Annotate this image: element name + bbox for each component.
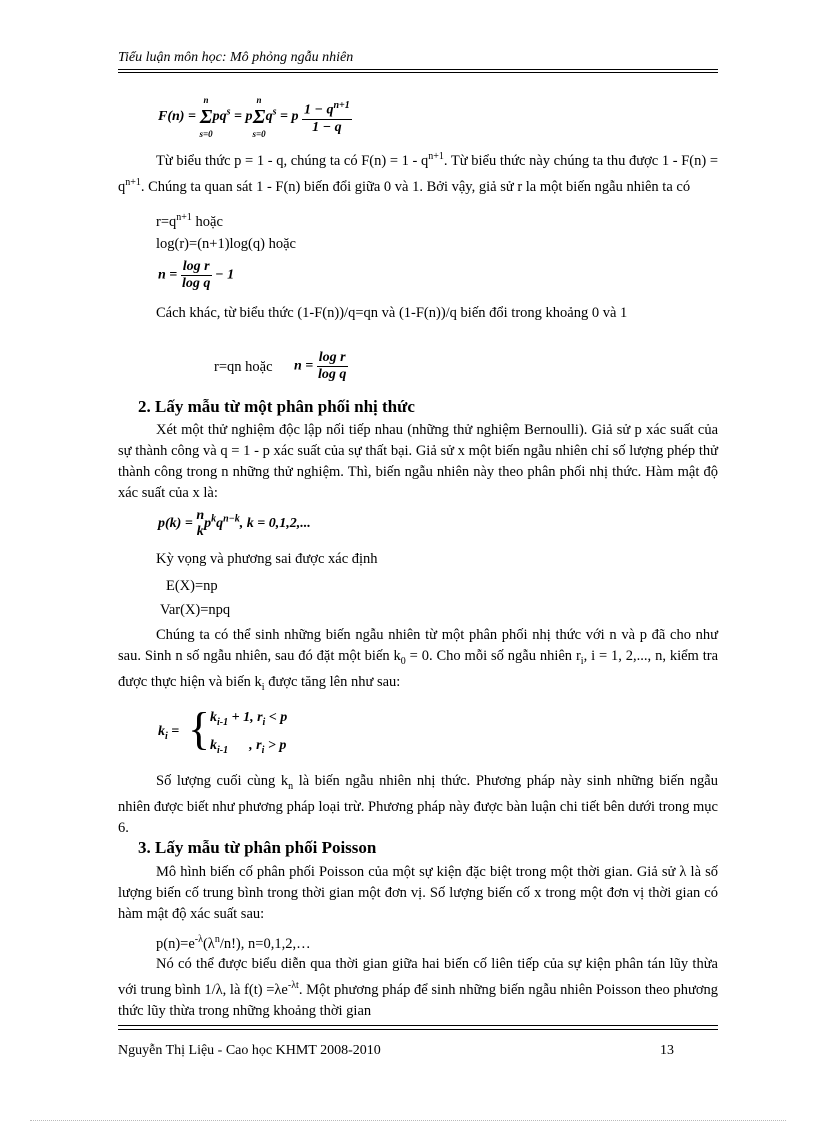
line-log: log(r)=(n+1)log(q) hoặc — [156, 236, 296, 252]
eq5-r1: k — [210, 710, 217, 725]
p5b-text: là biến ngẫu nhiên nhị thức. Phương pháp này sinh những biến ngẫu nhiên được biết như phương pháp loại trừ. Phương pháp này được bàn luận chi tiết bên dưới trong mục 6. — [118, 773, 718, 836]
eq1-t1: pq — [212, 109, 227, 125]
line-poisson-pmf — [156, 930, 311, 954]
eq1-s1: s — [226, 106, 231, 118]
section-heading-2: 2. Lấy mẫu từ một phân phối nhị thức — [138, 397, 415, 416]
eq1-sum-top: n — [203, 95, 209, 105]
eq1-t2: q — [265, 109, 273, 125]
lpn-end2: /n!), n=0,1,2,… — [219, 935, 311, 952]
eq2-num: log r — [182, 259, 210, 274]
eq1-lhs: F(n) = — [158, 109, 196, 125]
eq1-num: 1 − q — [304, 102, 334, 118]
p4-sub0: 0 — [400, 655, 406, 667]
eq4-p: p — [204, 516, 212, 532]
lr-end: hoặc — [191, 213, 223, 230]
eq5-r1-tail: + 1, r — [228, 710, 263, 725]
equation-n-ratio — [294, 350, 348, 383]
eq5-lhs-k: k — [158, 724, 165, 739]
paragraph-5 — [118, 771, 718, 839]
eq1-sum-bot: s=0 — [199, 129, 213, 139]
eq1-sum2 — [252, 92, 265, 142]
eq1-sum1 — [199, 92, 212, 142]
eq4-ksup: k — [211, 513, 217, 525]
page-edge-dots — [30, 1120, 786, 1121]
eq1-den: 1 − q — [312, 119, 342, 135]
p1b-sup: n+1 — [125, 176, 141, 188]
p5-text: Số lượng cuối cùng k — [156, 773, 289, 789]
p5-sub: n — [288, 780, 294, 792]
eq3-num: log r — [318, 350, 346, 365]
eq5-r2-tail: , r — [228, 738, 262, 753]
p1-text: Từ biểu thức p = 1 - q, chúng ta có F(n) = 1 - q — [156, 152, 429, 169]
eq1-eq: = p — [233, 109, 253, 125]
equation-n-log — [158, 259, 234, 292]
eq2-den: log q — [181, 276, 211, 291]
eq5-r2-sub: i-1 — [217, 744, 229, 756]
p4-text: Chúng ta có thể sinh những biến ngẫu nhiên từ một phân phối nhị thức với n và p đã cho như sau. Sinh n số ngẫu nhiên, sau đó đặt một biến k — [118, 627, 718, 664]
p7b-text: . Một phương pháp để sinh những biến ngẫu nhiên Poisson theo phương thức lũy thừa trong những khoảng thời gian — [118, 981, 719, 1019]
p1b-text: . Từ biểu thức này chúng ta thu được 1 - F(n) = q — [118, 152, 719, 195]
paragraph-1 — [118, 146, 718, 198]
p4-subi: i — [580, 655, 584, 667]
footer-author: Nguyễn Thị Liệu - Cao học KHMT 2008-2010 — [118, 1043, 381, 1058]
lpn-end: (λ — [202, 935, 215, 952]
eq5-brace: { — [188, 703, 211, 754]
p4b-text: = 0. Cho mỗi số ngẫu nhiên r — [405, 648, 581, 664]
eq1-num-sup: n+1 — [333, 100, 350, 112]
running-header: Tiểu luận môn học: Mô phỏng ngẫu nhiên — [118, 50, 354, 65]
paragraph-3: Xét một thử nghiệm độc lập nối tiếp nhau (những thử nghiệm Bernoulli). Giả sử p xác suất của sự thành công và q = 1 - p xác suất của sự thất bại. Giả sử x một biến ngẫu nhiên chỉ số lượng phép thử thành công trong n những thử nghiệm. Thì, biến ngẫu nhiên này theo phân phối nhị thức. Hàm mật độ xác suất của x là: — [118, 422, 718, 501]
p1c-text: . Chúng ta quan sát 1 - F(n) biến đổi giữa 0 và 1. Bởi vậy, giả sử r la một biến ngẫu nhiên ta có — [140, 178, 691, 195]
eq2-lhs: n = — [158, 267, 178, 283]
lpn-text: p(n)=e — [156, 935, 195, 952]
eq3-lhs: n = — [294, 358, 314, 374]
eq4-q: q — [216, 516, 224, 532]
eq2-rest: − 1 — [215, 267, 235, 283]
eq1-sigma-2: Σ — [252, 106, 266, 128]
eq5-r2-sub2: i — [261, 744, 265, 756]
line-kyvong: Kỳ vọng và phương sai được xác định — [156, 551, 378, 567]
eq4-qsup: n−k — [223, 513, 240, 525]
equation-fn — [158, 92, 352, 142]
p7-sup: -λt — [287, 980, 299, 991]
footer-rule — [118, 1025, 718, 1026]
line-var: Var(X)=npq — [160, 602, 231, 618]
equation-binomial-pmf — [158, 508, 311, 540]
eq1-fraction — [302, 98, 352, 136]
eq5-row2 — [210, 738, 286, 756]
header-rule-2 — [118, 72, 718, 73]
paragraph-6: Mô hình biến cố phân phối Poisson của một sự kiện đặc biệt trong một thời gian. Giả sử λ là số lượng biến cố trung bình trong thời gian một đơn vị. Số lượng biến cố x trong một đơn vị thời gian có hàm mật độ xác suất sau: — [118, 864, 718, 922]
eq3-den: log q — [317, 367, 347, 382]
paragraph-7 — [118, 954, 718, 1022]
eq1-sum2-top: n — [256, 95, 262, 105]
eq2-fraction — [181, 259, 212, 292]
eq5-r2: k — [210, 738, 217, 753]
eq3-fraction — [317, 350, 348, 383]
eq5-eq: = — [171, 724, 180, 739]
paragraph-2: Cách khác, từ biểu thức (1-F(n))/q=qn và (1-F(n))/q biến đổi trong khoảng 0 và 1 — [156, 305, 628, 321]
eq1-s2: s — [272, 106, 277, 118]
eq5-r2-end: > p — [264, 738, 287, 753]
eq1-sigma: Σ — [199, 106, 213, 128]
eq1-sum2-bot: s=0 — [252, 129, 266, 139]
eq1-eq2: = p — [280, 109, 299, 125]
eq5-lhs — [158, 724, 179, 742]
lr-sup: n+1 — [176, 212, 192, 223]
lpn-sup: -λ — [194, 934, 203, 945]
eq5-lhs-sub: i — [165, 730, 168, 742]
section-heading-3: 3. Lấy mẫu từ phân phối Poisson — [138, 838, 377, 857]
eq5-r1-end: < p — [265, 710, 288, 725]
lr-text: r=q — [156, 213, 177, 230]
p4d-text: được tăng lên như sau: — [264, 673, 401, 690]
eq4-n: n — [196, 508, 205, 523]
line-rqn: r=qn hoặc — [214, 359, 273, 375]
eq4-lhs: p(k) = — [158, 516, 193, 532]
line-ex: E(X)=np — [166, 578, 218, 594]
paragraph-4 — [118, 625, 718, 698]
p4c-text: , i = 1, 2,..., n, kiểm tra được thực hiện và biến k — [118, 648, 719, 690]
p4-subi2: i — [261, 681, 265, 693]
eq5-row1 — [210, 710, 287, 728]
eq4-tail: , k = 0,1,2,... — [239, 516, 311, 532]
p1-sup: n+1 — [428, 151, 444, 162]
p7-text: Nó có thể được biểu diễn qua thời gian giữa hai biến cố liên tiếp của sự kiện phân tán lũy thừa với trung bình 1/λ, là f(t) =λe — [118, 956, 718, 998]
eq4-k: k — [196, 524, 204, 539]
eq5-r1-sub: i-1 — [217, 716, 229, 728]
line-r — [156, 208, 223, 232]
lpn-sup2: n — [214, 934, 220, 945]
eq5-r1-sub2: i — [262, 716, 266, 728]
footer-rule-2 — [118, 1029, 718, 1030]
eq4-binom — [196, 508, 204, 540]
page-number: 13 — [660, 1043, 674, 1058]
header-rule — [118, 69, 718, 70]
